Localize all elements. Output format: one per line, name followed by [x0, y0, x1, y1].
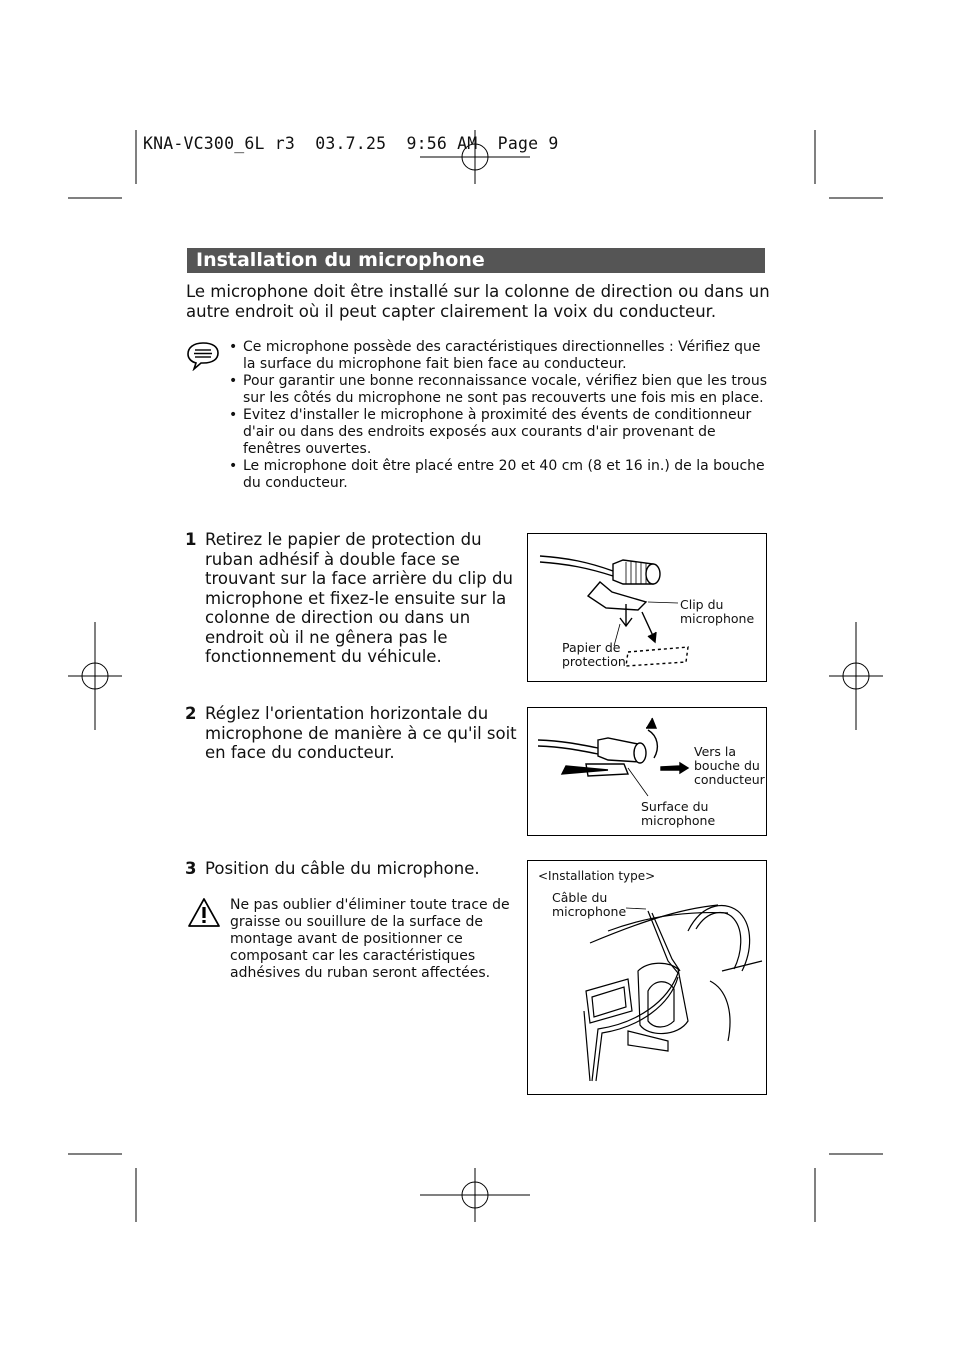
surface-label: Surface du microphone	[641, 799, 716, 828]
step-number: 1	[185, 530, 197, 549]
intro-paragraph: Le microphone doit être installé sur la colonne de direction ou dans un autre endroit où il peut capter clairement la voix du conducteur.	[186, 282, 770, 321]
figure-orientation	[527, 707, 767, 836]
warning-triangle-icon	[187, 897, 221, 928]
step-text: Réglez l'orientation horizontale du microphone de manière à ce qu'il soit en face du conducteur.	[205, 704, 517, 762]
note-item: • Le microphone doit être placé entre 20 et 40 cm (8 et 16 in.) de la bouche du conducteur.	[229, 458, 769, 492]
notes-list	[229, 339, 769, 492]
figure-installation-type	[527, 860, 767, 1095]
clip-label: Clip du microphone	[680, 597, 755, 626]
step-number: 2	[185, 704, 197, 723]
note-item: • Pour garantir une bonne reconnaissance vocale, vérifiez bien que les trous sur les côtés du microphone ne sont pas recouverts une fois mis en place.	[229, 373, 769, 407]
step-number: 3	[185, 859, 197, 878]
step-text: Position du câble du microphone.	[205, 859, 480, 878]
note-speech-icon	[186, 341, 220, 371]
cable-label: Câble du microphone	[552, 890, 627, 919]
warning-text: Ne pas oublier d'éliminer toute trace de graisse ou souillure de la surface de montage avant de positionner ce composant car les caractéristiques adhésives du ruban seront affectées.	[230, 897, 510, 981]
note-item: • Ce microphone possède des caractéristiques directionnelles : Vérifiez que la surface du microphone fait bien face au conducteur.	[229, 339, 769, 373]
note-item: • Evitez d'installer le microphone à proximité des évents de conditionneur d'air ou dans des endroits exposés aux courants d'air provenant de fenêtres ouvertes.	[229, 407, 769, 458]
step-text: Retirez le papier de protection du ruban adhésif à double face se trouvant sur la face arrière du clip du microphone et fixez-le ensuite sur la colonne de direction ou dans un endroit où il ne gênera pas le fonctionnement du véhicule.	[205, 530, 513, 666]
paper-label: Papier de protection	[562, 640, 626, 669]
installation-type-title: <Installation type>	[538, 869, 656, 883]
step-2	[185, 704, 515, 764]
step-3	[185, 859, 515, 881]
step-1	[185, 530, 515, 670]
mouth-direction-label: Vers la bouche du conducteur	[694, 744, 765, 787]
section-title: Installation du microphone	[196, 249, 485, 271]
print-slug: KNA-VC300_6L r3 03.7.25 9:56 AM Page 9	[143, 134, 559, 153]
figure-clip-microphone	[527, 533, 767, 682]
